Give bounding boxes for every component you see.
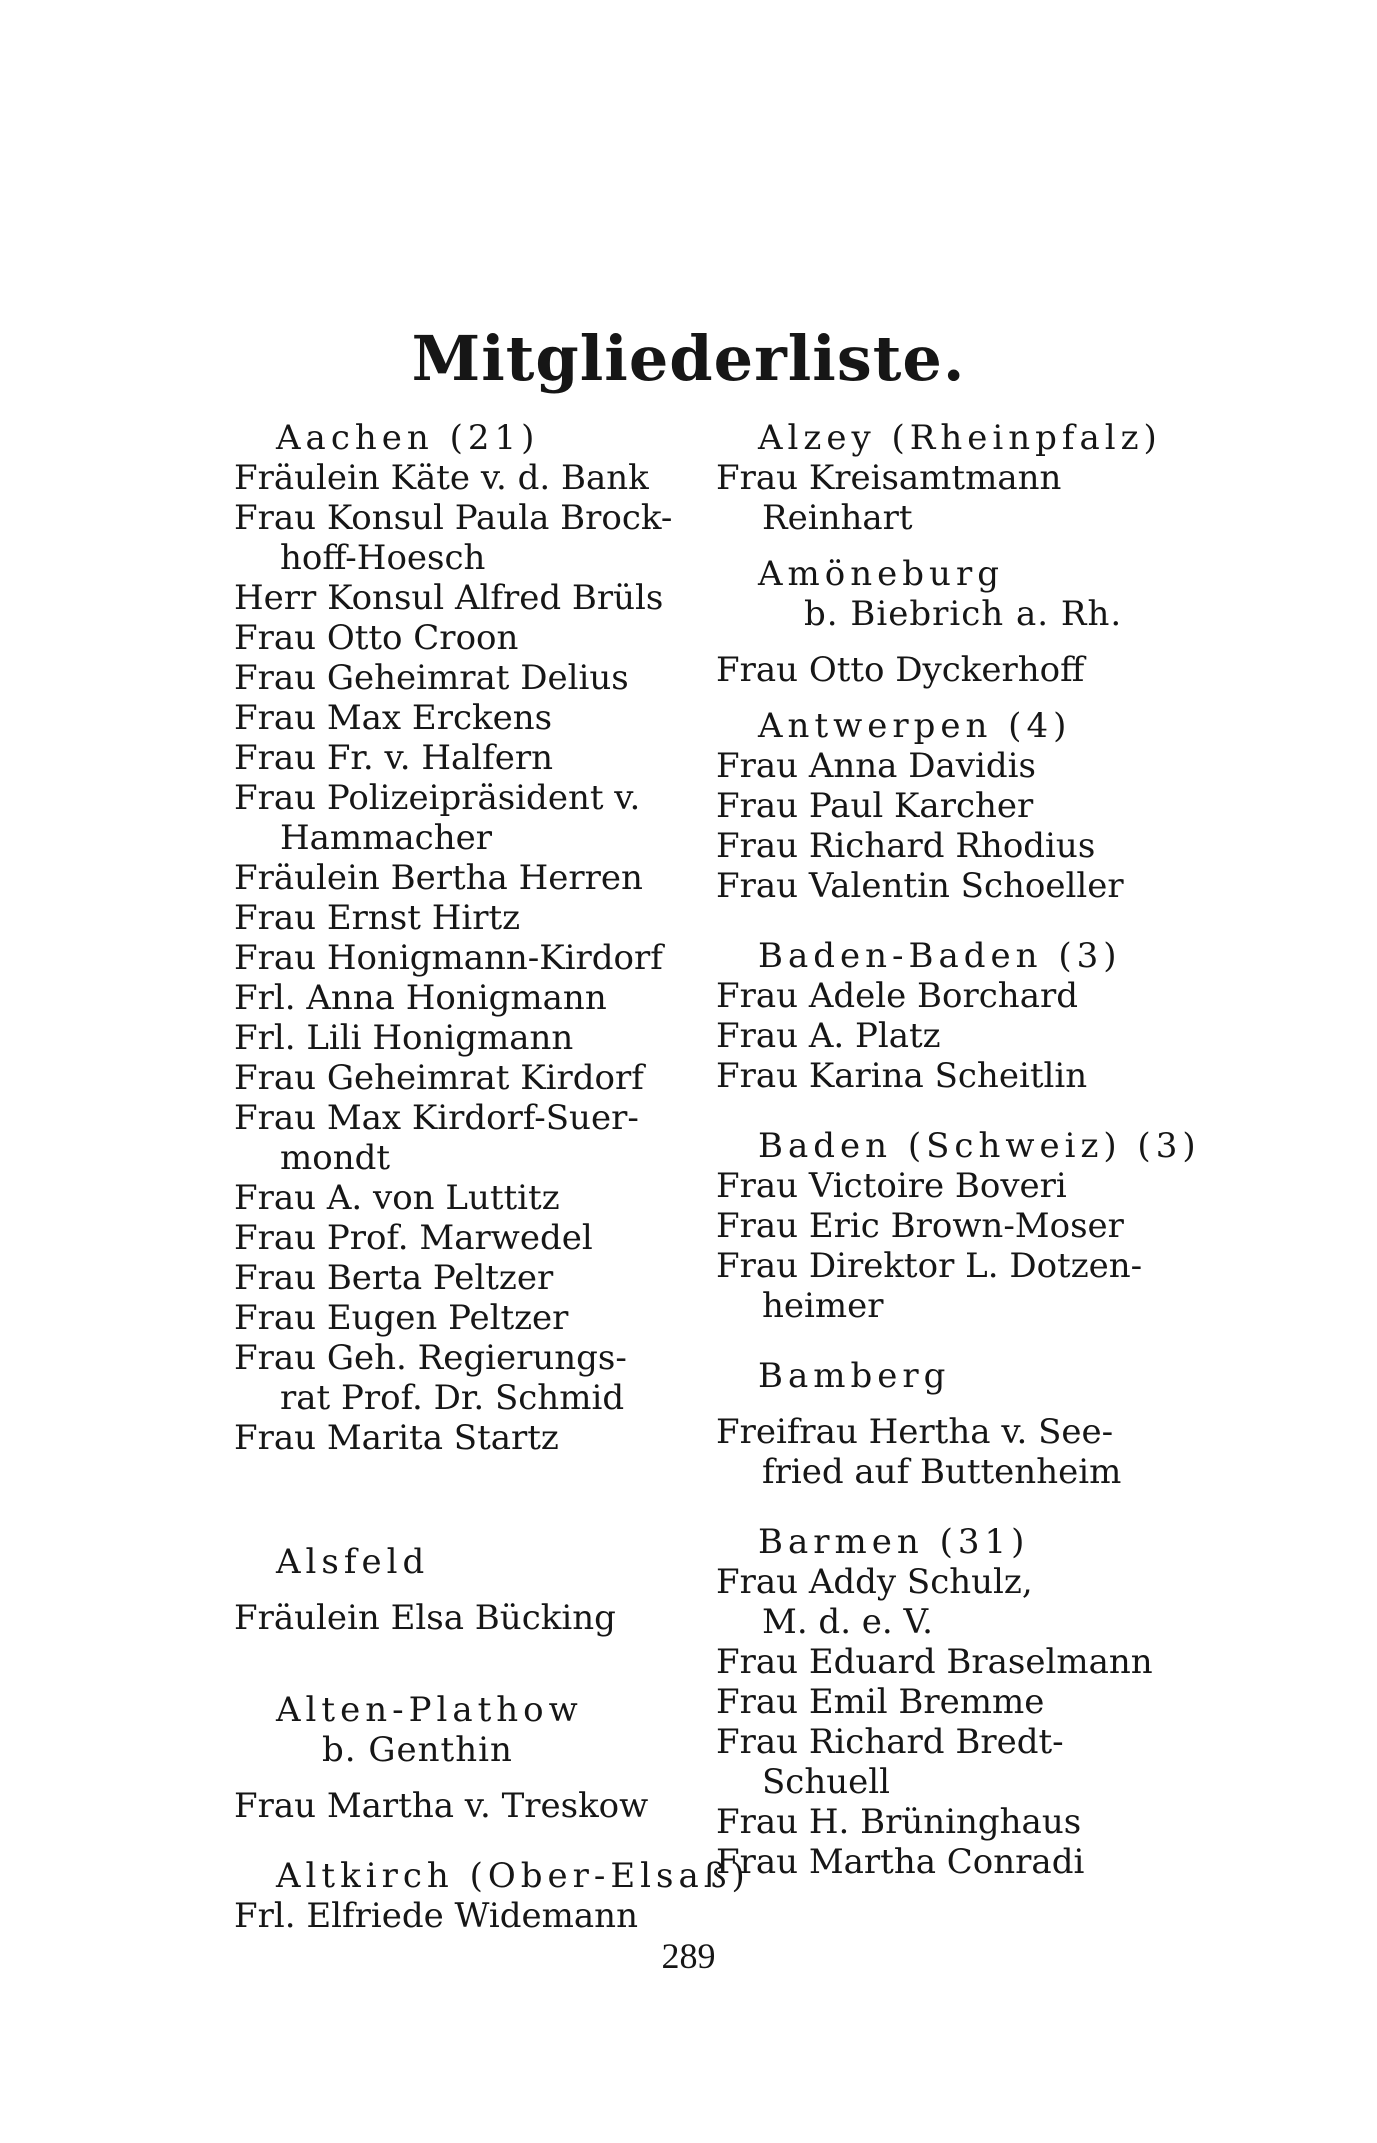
member-line: Frau Anna Davidis xyxy=(716,746,1036,786)
member-line: Fräulein Elsa Bücking xyxy=(234,1598,616,1638)
member-line: Frau Martha Conradi xyxy=(716,1842,1085,1882)
section-heading-alsfeld: Alsfeld xyxy=(276,1542,430,1582)
member-line: Frau Martha v. Treskow xyxy=(234,1786,649,1826)
member-line: Frau Kreisamtmann xyxy=(716,458,1062,498)
section-heading-antwerpen: Antwerpen (4) xyxy=(758,706,1072,746)
member-line: Frau Marita Startz xyxy=(234,1418,559,1458)
section-heading-alzey: Alzey (Rheinpfalz) xyxy=(758,418,1162,458)
member-line-continuation: mondt xyxy=(280,1138,391,1178)
section-subheading: b. Genthin xyxy=(322,1730,513,1770)
member-line: Frau Eduard Braselmann xyxy=(716,1642,1153,1682)
section-heading-barmen: Barmen (31) xyxy=(758,1522,1030,1562)
left-column xyxy=(234,418,750,1936)
member-line: Frau Max Kirdorf-Suer- xyxy=(234,1098,639,1138)
section-heading-alten-plathow: Alten-Plathow xyxy=(276,1690,583,1730)
member-line: Frau Otto Croon xyxy=(234,618,519,658)
member-line: Frau H. Brüninghaus xyxy=(716,1802,1082,1842)
member-line: Frau Adele Borchard xyxy=(716,976,1078,1016)
member-line-continuation: hoff-Hoesch xyxy=(280,538,486,578)
member-line: Fräulein Käte v. d. Bank xyxy=(234,458,649,498)
member-line: Frau Addy Schulz, xyxy=(716,1562,1033,1602)
member-line: Frau Geh. Regierungs- xyxy=(234,1338,627,1378)
section-heading-baden-schweiz: Baden (Schweiz) (3) xyxy=(758,1126,1201,1166)
member-line: Frl. Anna Honigmann xyxy=(234,978,607,1018)
member-line: Frau Berta Peltzer xyxy=(234,1258,554,1298)
page-number: 289 xyxy=(661,1936,716,1976)
member-line: Frau Konsul Paula Brock- xyxy=(234,498,673,538)
member-line-continuation: Reinhart xyxy=(762,498,913,538)
member-line: Frau Polizeipräsident v. xyxy=(234,778,641,818)
member-line-continuation: Hammacher xyxy=(280,818,492,858)
member-line: Frau Geheimrat Kirdorf xyxy=(234,1058,644,1098)
member-line: Frau Eugen Peltzer xyxy=(234,1298,569,1338)
section-heading-baden-baden: Baden-Baden (3) xyxy=(758,936,1122,976)
member-line-continuation: Schuell xyxy=(762,1762,890,1802)
member-line: Frau Richard Bredt- xyxy=(716,1722,1064,1762)
member-line-continuation: rat Prof. Dr. Schmid xyxy=(280,1378,625,1418)
member-line: Freifrau Hertha v. See- xyxy=(716,1412,1114,1452)
member-line: Frl. Elfriede Widemann xyxy=(234,1896,638,1936)
member-line: Frau Victoire Boveri xyxy=(716,1166,1067,1206)
section-heading-bamberg: Bamberg xyxy=(758,1356,951,1396)
section-heading-aachen: Aachen (21) xyxy=(276,418,540,458)
member-line: Frau Paul Karcher xyxy=(716,786,1034,826)
section-heading-altkirch: Altkirch (Ober-Elsaß) xyxy=(276,1856,750,1896)
member-line: Frau Direktor L. Dotzen- xyxy=(716,1246,1143,1286)
member-line: Frau Max Erckens xyxy=(234,698,553,738)
member-line: Herr Konsul Alfred Brüls xyxy=(234,578,664,618)
member-line: Frau Karina Scheitlin xyxy=(716,1056,1088,1096)
member-line: Frl. Lili Honigmann xyxy=(234,1018,574,1058)
member-line: Frau Prof. Marwedel xyxy=(234,1218,593,1258)
member-line-continuation: heimer xyxy=(762,1286,884,1326)
member-line: Fräulein Bertha Herren xyxy=(234,858,643,898)
member-line: Frau Richard Rhodius xyxy=(716,826,1096,866)
member-line: Frau A. von Luttitz xyxy=(234,1178,560,1218)
member-line: Frau Honigmann-Kirdorf xyxy=(234,938,663,978)
right-column xyxy=(716,418,1201,1882)
section-subheading: b. Biebrich a. Rh. xyxy=(804,594,1123,634)
section-heading-amoeneburg: Amöneburg xyxy=(758,554,1004,594)
member-line: Frau Emil Bremme xyxy=(716,1682,1045,1722)
member-line: Frau Otto Dyckerhoff xyxy=(716,650,1085,690)
member-line: Frau Eric Brown-Moser xyxy=(716,1206,1124,1246)
page-title: Mitgliederliste. xyxy=(411,322,966,395)
member-line: Frau Ernst Hirtz xyxy=(234,898,521,938)
member-line: Frau A. Platz xyxy=(716,1016,941,1056)
member-line: Frau Geheimrat Delius xyxy=(234,658,629,698)
member-line: Frau Valentin Schoeller xyxy=(716,866,1124,906)
member-line-continuation: fried auf Buttenheim xyxy=(762,1452,1122,1492)
member-line: Frau Fr. v. Halfern xyxy=(234,738,553,778)
member-line-continuation: M. d. e. V. xyxy=(762,1602,933,1642)
